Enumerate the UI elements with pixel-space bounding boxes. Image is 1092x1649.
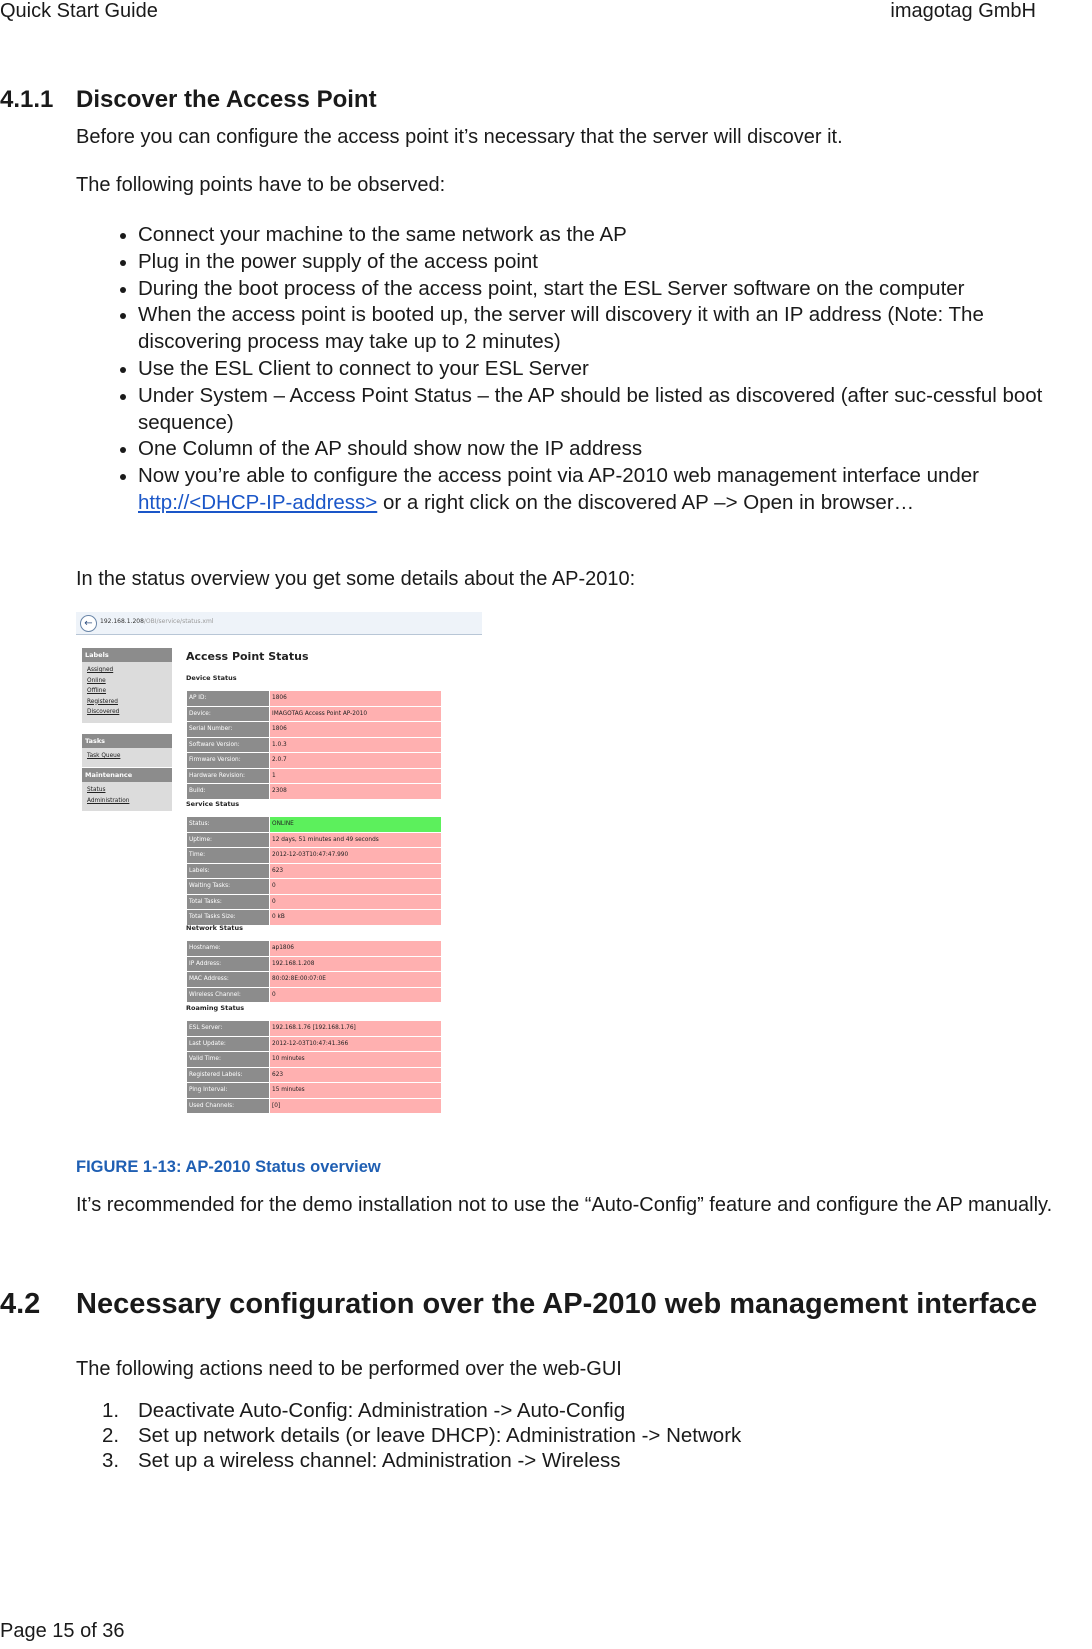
status-key: Labels: — [187, 863, 270, 879]
status-value: 192.168.1.208 — [270, 956, 442, 972]
sidebar-link[interactable]: Offline — [87, 688, 107, 694]
status-key: Ping Interval: — [187, 1083, 270, 1099]
bullet-dot — [120, 367, 126, 373]
bullet-dot — [120, 394, 126, 400]
status-value: 80:02:8E:00:07:0E — [270, 972, 442, 988]
table-row — [187, 972, 442, 988]
ap-status-screenshot — [76, 612, 482, 1134]
table-row — [187, 941, 442, 957]
bullet-dot — [120, 260, 126, 266]
table-row — [187, 1067, 442, 1083]
steps-list — [76, 1398, 741, 1473]
table-row — [187, 832, 442, 848]
sidebar-group-title: Tasks — [82, 734, 172, 748]
arrow-left-icon[interactable]: ← — [80, 615, 97, 632]
status-value: 1806 — [270, 722, 442, 738]
status-value: 10 minutes — [270, 1052, 442, 1068]
sidebar-link[interactable]: Assigned — [87, 667, 114, 673]
status-key: Valid Time: — [187, 1052, 270, 1068]
table-row — [187, 1083, 442, 1099]
table-row — [187, 817, 442, 833]
sidebar-group — [82, 648, 172, 723]
status-key: Status: — [187, 817, 270, 833]
status-value: 2308 — [270, 784, 442, 800]
status-value: 623 — [270, 863, 442, 879]
table-row — [187, 753, 442, 769]
table-row — [187, 737, 442, 753]
list-item: Under System – Access Point Status – the AP should be listed as discovered (after suc-cessful boot sequence) — [76, 383, 1086, 437]
section-number: 4.2 — [0, 1288, 41, 1320]
table-row — [187, 910, 442, 926]
sidebar-group-title: Maintenance — [82, 768, 172, 782]
page-number: Page 15 of 36 — [0, 1620, 125, 1642]
status-key: Software Version: — [187, 737, 270, 753]
section-heading-4-1-1 — [0, 86, 377, 114]
status-key: Waiting Tasks: — [187, 879, 270, 895]
status-key: Firmware Version: — [187, 753, 270, 769]
status-key: Total Tasks: — [187, 894, 270, 910]
status-value: 1 — [270, 768, 442, 784]
status-key: Last Update: — [187, 1036, 270, 1052]
status-value: 15 minutes — [270, 1083, 442, 1099]
status-key: ESL Server: — [187, 1021, 270, 1037]
bullet-dot — [120, 233, 126, 239]
intro-paragraph: Before you can configure the access point it’s necessary that the server will discover it. — [76, 126, 843, 148]
status-key: Wireless Channel: — [187, 987, 270, 1003]
table-row — [187, 1098, 442, 1114]
list-item: When the access point is booted up, the server will discovery it with an IP address (Note: The discovering process may take up to 2 minutes) — [76, 302, 1086, 356]
status-key: Build: — [187, 784, 270, 800]
status-key: AP ID: — [187, 691, 270, 707]
sidebar-group — [82, 734, 172, 767]
status-table — [186, 1020, 442, 1114]
status-value: ONLINE — [270, 817, 442, 833]
status-value: 0 kB — [270, 910, 442, 926]
status-key: IP Address: — [187, 956, 270, 972]
status-table — [186, 816, 442, 926]
sidebar-link[interactable]: Registered — [87, 698, 118, 705]
recommend-paragraph: It’s recommended for the demo installation not to use the “Auto-Config” feature and configure the AP manually. — [76, 1194, 1053, 1216]
status-value: 192.168.1.76 [192.168.1.76] — [270, 1021, 442, 1037]
status-section-title: Roaming Status — [186, 1004, 245, 1012]
status-value: 0 — [270, 987, 442, 1003]
sidebar-link[interactable]: Discovered — [87, 709, 120, 715]
status-value: 12 days, 51 minutes and 49 seconds — [270, 832, 442, 848]
list-item: During the boot process of the access point, start the ESL Server software on the computer — [76, 276, 1086, 303]
status-value: 623 — [270, 1067, 442, 1083]
status-key: MAC Address: — [187, 972, 270, 988]
header-doc-title: Quick Start Guide — [0, 0, 158, 22]
status-section-title: Device Status — [186, 674, 237, 682]
sidebar-link[interactable]: Task Queue — [87, 753, 121, 759]
table-row — [187, 1052, 442, 1068]
status-value: 2012-12-03T10:47:47.990 — [270, 848, 442, 864]
table-row — [187, 784, 442, 800]
section-number: 4.1.1 — [0, 86, 54, 113]
table-row — [187, 894, 442, 910]
status-value: [0] — [270, 1098, 442, 1114]
status-section-title: Network Status — [186, 924, 243, 932]
status-value: 0 — [270, 894, 442, 910]
ap-status-title: Access Point Status — [186, 650, 309, 663]
sidebar-group-title: Labels — [82, 648, 172, 662]
status-key: Used Channels: — [187, 1098, 270, 1114]
list-item: One Column of the AP should show now the IP address — [76, 436, 1086, 463]
section-heading-4-2 — [0, 1288, 1037, 1321]
status-value: 0 — [270, 879, 442, 895]
dhcp-address-link[interactable]: http://<DHCP-IP-address> — [138, 490, 378, 514]
sidebar-link[interactable]: Status — [87, 787, 106, 793]
status-key: Total Tasks Size: — [187, 910, 270, 926]
status-key: Time: — [187, 848, 270, 864]
table-row — [187, 879, 442, 895]
list-item: Use the ESL Client to connect to your ESL Server — [76, 356, 1086, 383]
sidebar-link[interactable]: Online — [87, 677, 106, 684]
list-item: Connect your machine to the same network as the AP — [76, 222, 1086, 249]
status-table — [186, 940, 442, 1003]
table-row — [187, 722, 442, 738]
table-row — [187, 1036, 442, 1052]
section-title: Discover the Access Point — [76, 86, 377, 113]
list-item: 1. Deactivate Auto-Config: Administration -> Auto-Config — [102, 1399, 626, 1422]
address-url: 192.168.1.208/OBI/service/status.xml — [100, 618, 214, 625]
table-row — [187, 956, 442, 972]
list-item: Now you’re able to configure the access point via AP-2010 web management interface under http://<DHCP-IP-address> or a right click on the discovered AP –> Open in browser… — [76, 463, 1086, 517]
table-row — [187, 1021, 442, 1037]
table-row — [187, 691, 442, 707]
list-item: 3. Set up a wireless channel: Administration -> Wireless — [102, 1449, 621, 1472]
figure-caption: FIGURE 1-13: AP-2010 Status overview — [76, 1158, 381, 1176]
status-value: 2.0.7 — [270, 753, 442, 769]
table-row — [187, 863, 442, 879]
bullet-dot — [120, 447, 126, 453]
table-row — [187, 706, 442, 722]
bullet-dot — [120, 474, 126, 480]
actions-intro-paragraph: The following actions need to be performed over the web-GUI — [76, 1358, 622, 1380]
table-row — [187, 848, 442, 864]
list-item: 2. Set up network details (or leave DHCP): Administration -> Network — [102, 1424, 742, 1447]
status-value: 1.0.3 — [270, 737, 442, 753]
section-title: Necessary configuration over the AP-2010 web management interface — [76, 1288, 1038, 1320]
browser-address-bar — [76, 612, 482, 635]
bullet-list — [76, 222, 1086, 517]
status-section-title: Service Status — [186, 800, 240, 808]
bullet-dot — [120, 313, 126, 319]
status-value: 1806 — [270, 691, 442, 707]
status-table — [186, 690, 442, 800]
sidebar-group — [82, 768, 172, 811]
status-key: Serial Number: — [187, 722, 270, 738]
header-company: imagotag GmbH — [890, 0, 1036, 22]
table-row — [187, 768, 442, 784]
status-key: Device: — [187, 706, 270, 722]
table-row — [187, 987, 442, 1003]
list-item: Plug in the power supply of the access point — [76, 249, 1086, 276]
status-key: Uptime: — [187, 832, 270, 848]
bullet-dot — [120, 287, 126, 293]
status-value: IMAGOTAG Access Point AP-2010 — [270, 706, 442, 722]
status-value: 2012-12-03T10:47:41.366 — [270, 1036, 442, 1052]
status-key: Hostname: — [187, 941, 270, 957]
observe-paragraph: The following points have to be observed: — [76, 174, 446, 196]
status-key: Hardware Revision: — [187, 768, 270, 784]
status-intro-paragraph: In the status overview you get some details about the AP-2010: — [76, 568, 636, 590]
status-key: Registered Labels: — [187, 1067, 270, 1083]
sidebar-link[interactable]: Administration — [87, 797, 130, 804]
status-value: ap1806 — [270, 941, 442, 957]
